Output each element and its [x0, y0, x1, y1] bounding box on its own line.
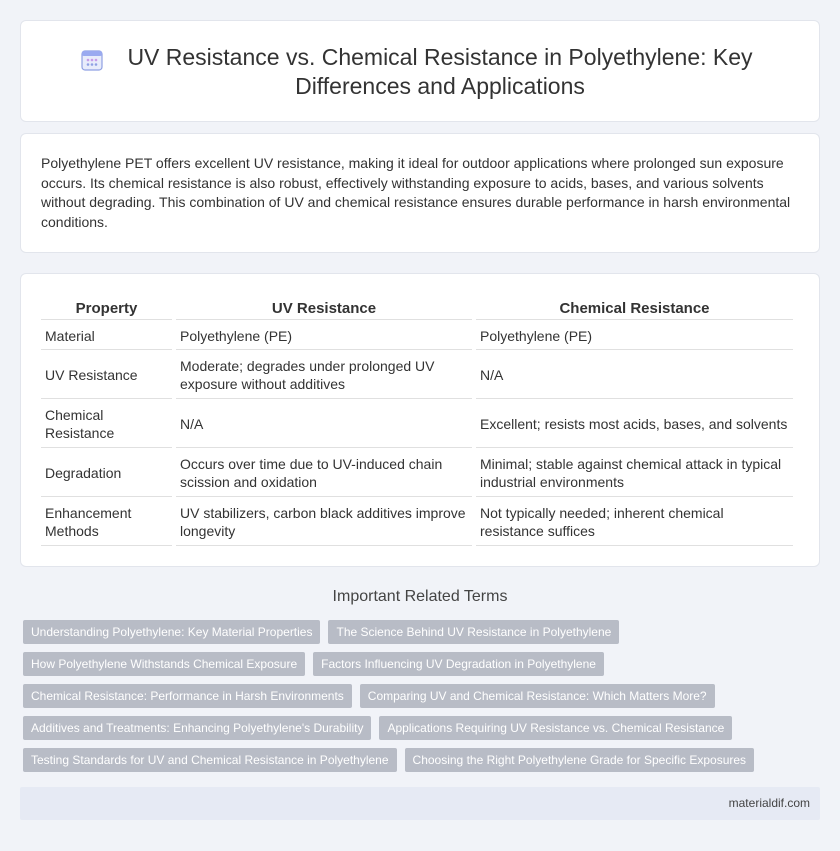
related-term-tag[interactable]: Understanding Polyethylene: Key Material Properties: [23, 620, 320, 644]
related-term-tag[interactable]: Testing Standards for UV and Chemical Resistance in Polyethylene: [23, 748, 397, 772]
table-row: [41, 322, 793, 350]
related-term-tag[interactable]: Factors Influencing UV Degradation in Polyethylene: [313, 652, 604, 676]
tag-row: [23, 652, 604, 676]
related-term-tag[interactable]: Additives and Treatments: Enhancing Polyethylene's Durability: [23, 716, 371, 740]
table-header-row: [41, 296, 793, 320]
table-row: [41, 450, 793, 497]
intro-card: [20, 133, 820, 253]
header-uv-resistance: UV Resistance: [176, 296, 472, 320]
related-term-tag[interactable]: Chemical Resistance: Performance in Harsh Environments: [23, 684, 352, 708]
table-cell: Excellent; resists most acids, bases, and solvents: [476, 401, 793, 448]
table-row: [41, 352, 793, 399]
related-term-tag[interactable]: The Science Behind UV Resistance in Polyethylene: [328, 620, 619, 644]
table-cell: N/A: [476, 352, 793, 399]
comparison-table: [37, 294, 797, 548]
table-cell: Occurs over time due to UV-induced chain scission and oxidation: [176, 450, 472, 497]
tag-row: [23, 748, 754, 772]
table-cell: Degradation: [41, 450, 172, 497]
page-title: UV Resistance vs. Chemical Resistance in Polyethylene: Key Differences and Applications: [127, 44, 753, 99]
table-cell: UV Resistance: [41, 352, 172, 399]
header-card: [20, 20, 820, 122]
tag-row: [23, 620, 619, 644]
table-cell: Material: [41, 322, 172, 350]
comparison-table-card: [20, 273, 820, 567]
table-row: [41, 499, 793, 546]
tag-row: [23, 716, 732, 740]
footer: [20, 787, 820, 820]
table-cell: Moderate; degrades under prolonged UV exposure without additives: [176, 352, 472, 399]
related-term-tag[interactable]: Applications Requiring UV Resistance vs. Chemical Resistance: [379, 716, 732, 740]
related-term-tag[interactable]: Choosing the Right Polyethylene Grade for Specific Exposures: [405, 748, 755, 772]
related-term-tag[interactable]: Comparing UV and Chemical Resistance: Which Matters More?: [360, 684, 715, 708]
tag-row: [23, 684, 715, 708]
related-terms-title: Important Related Terms: [332, 588, 508, 605]
table-cell: N/A: [176, 401, 472, 448]
table-cell: Not typically needed; inherent chemical resistance suffices: [476, 499, 793, 546]
table-cell: UV stabilizers, carbon black additives improve longevity: [176, 499, 472, 546]
table-row: [41, 401, 793, 448]
table-cell: Polyethylene (PE): [176, 322, 472, 350]
intro-paragraph: Polyethylene PET offers excellent UV resistance, making it ideal for outdoor applications where prolonged sun exposure occurs. Its chemical resistance is also robust, effectively withstanding exposure to acids, bases, and various solvents without degrading. This combination of UV and chemical resistance ensures durable performance in harsh environmental conditions.: [41, 155, 791, 230]
table-cell: Enhancement Methods: [41, 499, 172, 546]
related-term-tag[interactable]: How Polyethylene Withstands Chemical Exposure: [23, 652, 305, 676]
header-chemical-resistance: Chemical Resistance: [476, 296, 793, 320]
table-cell: Minimal; stable against chemical attack in typical industrial environments: [476, 450, 793, 497]
footer-site-link[interactable]: materialdif.com: [728, 796, 810, 810]
table-cell: Chemical Resistance: [41, 401, 172, 448]
header-property: Property: [41, 296, 172, 320]
table-cell: Polyethylene (PE): [476, 322, 793, 350]
